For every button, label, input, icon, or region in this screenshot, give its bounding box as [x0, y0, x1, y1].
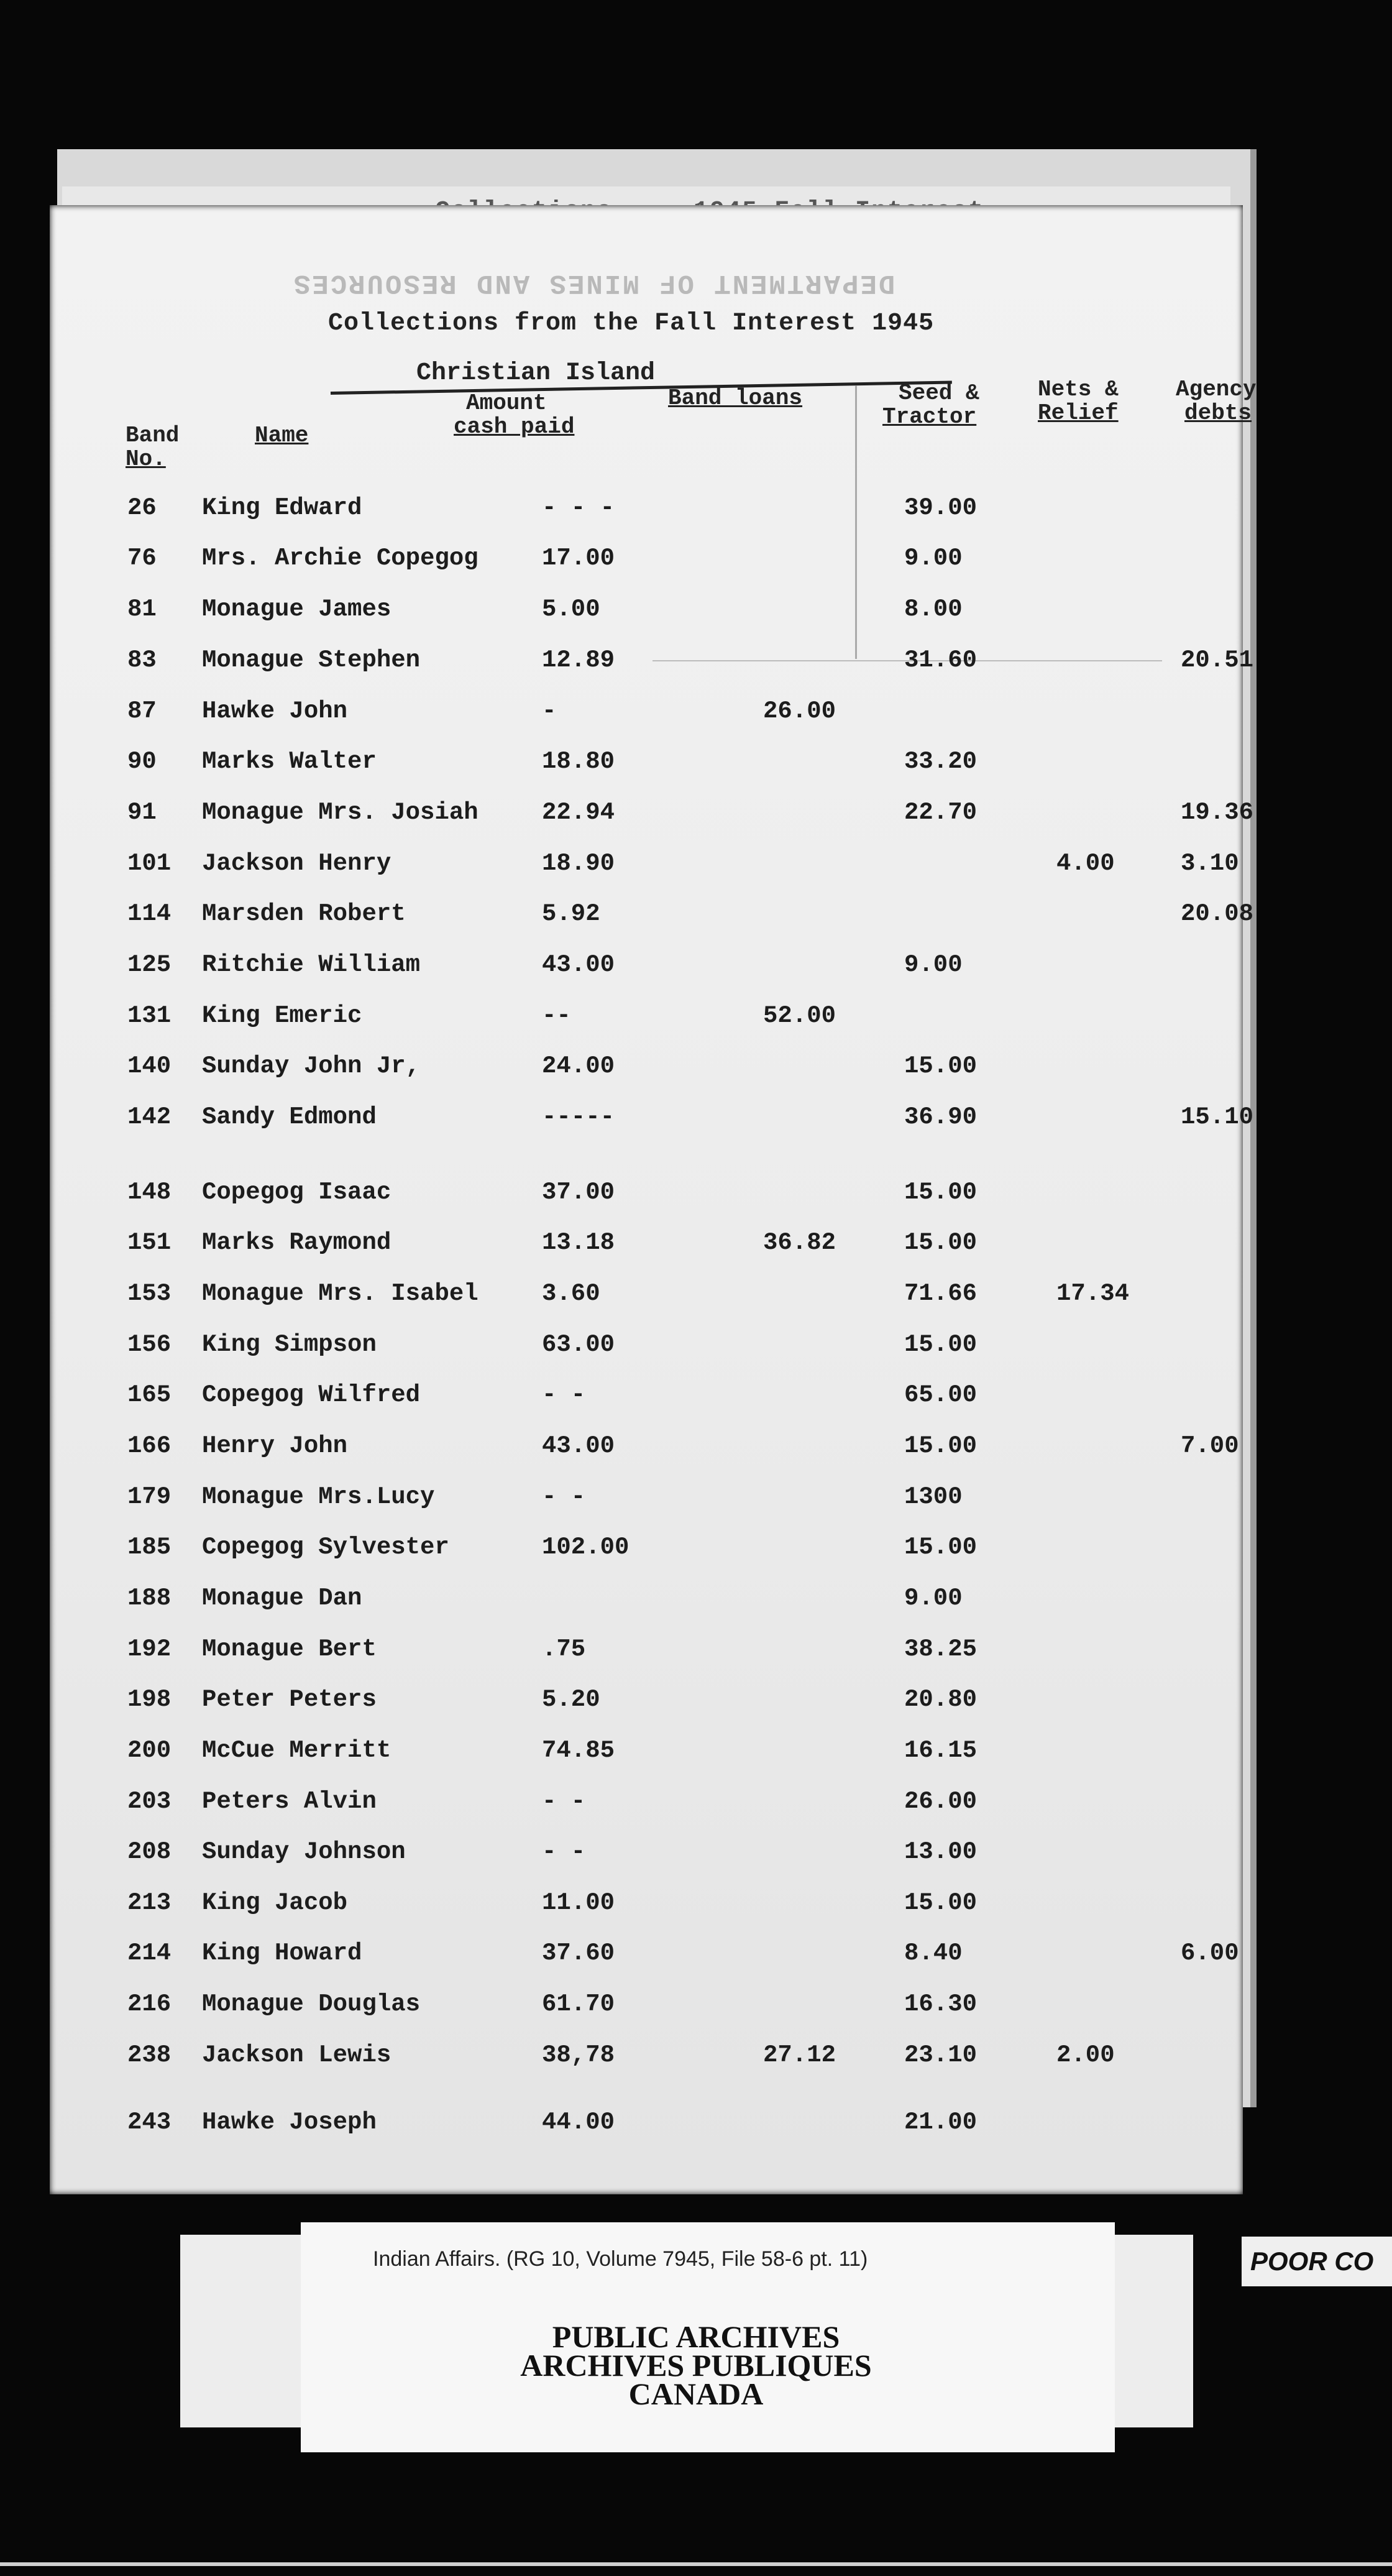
- cell-seed: 15.00: [904, 1331, 978, 1358]
- table-row: [0, 1229, 1392, 1266]
- cell-seed: 38.25: [904, 1635, 978, 1663]
- table-row: [0, 646, 1392, 684]
- header-seed-tractor: [882, 382, 979, 429]
- cell-no: 213: [127, 1889, 172, 1916]
- cell-name: King Emeric: [202, 1002, 362, 1029]
- cell-paid: 22.94: [542, 799, 615, 826]
- table-row: [0, 1432, 1392, 1470]
- header-name: Name: [255, 423, 309, 448]
- cell-name: Jackson Henry: [202, 850, 392, 877]
- cell-seed: 15.00: [904, 1229, 978, 1256]
- cell-name: Marsden Robert: [202, 900, 406, 927]
- cell-name: Sunday Johnson: [202, 1838, 406, 1865]
- cell-name: Henry John: [202, 1432, 348, 1460]
- cell-loans: 36.82: [763, 1229, 836, 1256]
- cell-no: 216: [127, 1990, 172, 2018]
- cell-no: 26: [127, 494, 157, 522]
- cell-no: 81: [127, 596, 157, 623]
- cell-seed: 15.00: [904, 1052, 978, 1080]
- cell-seed: 15.00: [904, 1534, 978, 1561]
- cell-agency: 6.00: [1181, 1939, 1239, 1967]
- table-row: [0, 748, 1392, 785]
- cell-agency: 19.36: [1181, 799, 1254, 826]
- header-amount-line1: Amount: [466, 390, 547, 416]
- cell-seed: 22.70: [904, 799, 978, 826]
- cell-name: King Edward: [202, 494, 362, 522]
- cell-paid: 5.92: [542, 900, 600, 927]
- table-row: [0, 596, 1392, 633]
- archive-country: CANADA: [628, 2376, 764, 2411]
- header-agency-debts: [1176, 378, 1257, 425]
- header-nets-line1: Nets &: [1038, 377, 1119, 402]
- header-band-no-line1: Band: [126, 423, 180, 448]
- table-row: [0, 1483, 1392, 1520]
- cell-paid: 3.60: [542, 1280, 600, 1307]
- table-row: [0, 1635, 1392, 1673]
- cell-paid: --: [542, 1002, 571, 1029]
- cell-paid: 18.90: [542, 850, 615, 877]
- table-row: [0, 900, 1392, 937]
- cell-paid: -: [542, 697, 557, 725]
- table-row: [0, 951, 1392, 988]
- cell-paid: - -: [542, 1381, 586, 1409]
- header-seed-line2: Tractor: [882, 404, 977, 430]
- cell-no: 83: [127, 646, 157, 674]
- table-row: [0, 1737, 1392, 1774]
- cell-name: Peter Peters: [202, 1686, 377, 1713]
- cell-seed: 20.80: [904, 1686, 978, 1713]
- table-row: [0, 1990, 1392, 2028]
- bottom-edge: [0, 2562, 1392, 2566]
- cell-seed: 9.00: [904, 951, 963, 978]
- cell-paid: 13.18: [542, 1229, 615, 1256]
- cell-paid: 74.85: [542, 1737, 615, 1764]
- cell-paid: 102.00: [542, 1534, 630, 1561]
- cell-name: Monague Mrs. Isabel: [202, 1280, 478, 1307]
- cell-paid: -----: [542, 1103, 615, 1131]
- cell-no: 101: [127, 850, 172, 877]
- table-row: [0, 1103, 1392, 1141]
- cell-name: Peters Alvin: [202, 1788, 377, 1815]
- cell-no: 166: [127, 1432, 172, 1460]
- cell-name: King Howard: [202, 1939, 362, 1967]
- cell-name: McCue Merritt: [202, 1737, 392, 1764]
- cell-name: Copegog Isaac: [202, 1179, 392, 1206]
- cell-paid: 63.00: [542, 1331, 615, 1358]
- department-bleedthrough: DEPARTMENT OF MINES AND RESOURCES: [292, 267, 895, 298]
- cell-name: Sunday John Jr,: [202, 1052, 421, 1080]
- cell-no: 208: [127, 1838, 172, 1865]
- cell-name: Hawke Joseph: [202, 2109, 377, 2136]
- cell-name: Marks Walter: [202, 748, 377, 775]
- condition-note: POOR CO: [1242, 2237, 1392, 2286]
- archive-citation: Indian Affairs. (RG 10, Volume 7945, File 58-6 pt. 11): [373, 2247, 868, 2271]
- cell-paid: 37.00: [542, 1179, 615, 1206]
- cell-name: Monague Bert: [202, 1635, 377, 1663]
- table-row: [0, 2041, 1392, 2079]
- table-row: [0, 1179, 1392, 1216]
- cell-seed: 33.20: [904, 748, 978, 775]
- cell-no: 165: [127, 1381, 172, 1409]
- cell-paid: 5.20: [542, 1686, 600, 1713]
- header-band-no: [126, 424, 179, 471]
- table-row: [0, 1585, 1392, 1622]
- table-row: [0, 1788, 1392, 1825]
- cell-seed: 21.00: [904, 2109, 978, 2136]
- cell-no: 192: [127, 1635, 172, 1663]
- cell-seed: 26.00: [904, 1788, 978, 1815]
- cell-seed: 65.00: [904, 1381, 978, 1409]
- cell-seed: 16.15: [904, 1737, 978, 1764]
- cell-loans: 26.00: [763, 697, 836, 725]
- cell-paid: - -: [542, 1838, 586, 1865]
- cell-name: Monague Stephen: [202, 646, 421, 674]
- table-row: [0, 1381, 1392, 1419]
- cell-no: 238: [127, 2041, 172, 2069]
- cell-seed: 1300: [904, 1483, 963, 1511]
- cell-seed: 8.00: [904, 596, 963, 623]
- cell-no: 90: [127, 748, 157, 775]
- cell-name: Monague James: [202, 596, 392, 623]
- table-row: [0, 799, 1392, 836]
- cell-agency: 7.00: [1181, 1432, 1239, 1460]
- cell-paid: 43.00: [542, 1432, 615, 1460]
- cell-nets: 17.34: [1056, 1280, 1130, 1307]
- cell-paid: 11.00: [542, 1889, 615, 1916]
- cell-paid: 5.00: [542, 596, 600, 623]
- cell-no: 156: [127, 1331, 172, 1358]
- cell-agency: 15.10: [1181, 1103, 1254, 1131]
- cell-no: 91: [127, 799, 157, 826]
- cell-seed: 13.00: [904, 1838, 978, 1865]
- header-seed-line1: Seed &: [899, 380, 979, 406]
- cell-name: Ritchie William: [202, 951, 421, 978]
- table-row: [0, 1331, 1392, 1368]
- cell-seed: 16.30: [904, 1990, 978, 2018]
- cell-paid: - - -: [542, 494, 615, 522]
- cell-no: 243: [127, 2109, 172, 2136]
- cell-paid: .75: [542, 1635, 586, 1663]
- cell-paid: 38,78: [542, 2041, 615, 2069]
- cell-no: 153: [127, 1280, 172, 1307]
- cell-name: Jackson Lewis: [202, 2041, 392, 2069]
- cell-seed: 39.00: [904, 494, 978, 522]
- table-row: [0, 1939, 1392, 1977]
- cell-name: Sandy Edmond: [202, 1103, 377, 1131]
- cell-paid: 24.00: [542, 1052, 615, 1080]
- reserve-name: Christian Island: [416, 359, 656, 387]
- cell-loans: 27.12: [763, 2041, 836, 2069]
- table-row: [0, 494, 1392, 531]
- cell-seed: 15.00: [904, 1889, 978, 1916]
- table-row: [0, 1686, 1392, 1723]
- archive-name-fr: ARCHIVES PUBLIQUES: [520, 2348, 872, 2383]
- table-row: [0, 545, 1392, 582]
- cell-seed: 15.00: [904, 1179, 978, 1206]
- table-row: [0, 1838, 1392, 1875]
- cell-name: Monague Dan: [202, 1585, 362, 1612]
- cell-agency: 3.10: [1181, 850, 1239, 877]
- cell-seed: 71.66: [904, 1280, 978, 1307]
- cell-seed: 23.10: [904, 2041, 978, 2069]
- cell-seed: 9.00: [904, 1585, 963, 1612]
- cell-paid: 17.00: [542, 545, 615, 572]
- cell-seed: 9.00: [904, 545, 963, 572]
- cell-no: 142: [127, 1103, 172, 1131]
- cell-name: Monague Mrs.Lucy: [202, 1483, 435, 1511]
- cell-agency: 20.51: [1181, 646, 1254, 674]
- cell-paid: 61.70: [542, 1990, 615, 2018]
- cell-loans: 52.00: [763, 1002, 836, 1029]
- cell-name: Hawke John: [202, 697, 348, 725]
- cell-no: 185: [127, 1534, 172, 1561]
- cell-seed: 31.60: [904, 646, 978, 674]
- cell-paid: - -: [542, 1788, 586, 1815]
- cell-paid: - -: [542, 1483, 586, 1511]
- cell-no: 203: [127, 1788, 172, 1815]
- cell-name: Copegog Sylvester: [202, 1534, 449, 1561]
- cell-name: Mrs. Archie Copegog: [202, 545, 478, 572]
- cell-no: 198: [127, 1686, 172, 1713]
- table-row: [0, 1534, 1392, 1571]
- cell-name: Monague Mrs. Josiah: [202, 799, 478, 826]
- header-nets-relief: [1038, 378, 1119, 425]
- header-nets-line2: Relief: [1038, 400, 1119, 426]
- table-row: [0, 1052, 1392, 1090]
- header-band-loans: Band loans: [668, 385, 803, 411]
- cell-seed: 36.90: [904, 1103, 978, 1131]
- cell-seed: 8.40: [904, 1939, 963, 1967]
- cell-name: Marks Raymond: [202, 1229, 392, 1256]
- header-amount-line2: cash paid: [454, 414, 575, 439]
- document-title: Collections from the Fall Interest 1945: [328, 310, 935, 338]
- cell-name: King Jacob: [202, 1889, 348, 1916]
- cell-no: 151: [127, 1229, 172, 1256]
- cell-no: 140: [127, 1052, 172, 1080]
- cell-nets: 4.00: [1056, 850, 1115, 877]
- cell-no: 114: [127, 900, 172, 927]
- cell-paid: 37.60: [542, 1939, 615, 1967]
- cell-paid: 18.80: [542, 748, 615, 775]
- header-amount: [454, 392, 574, 439]
- cell-no: 179: [127, 1483, 172, 1511]
- cell-paid: 43.00: [542, 951, 615, 978]
- cell-name: King Simpson: [202, 1331, 377, 1358]
- cell-name: Monague Douglas: [202, 1990, 421, 2018]
- header-agency-line2: debts: [1184, 400, 1252, 426]
- archive-name-en: PUBLIC ARCHIVES: [552, 2319, 840, 2354]
- cell-paid: 44.00: [542, 2109, 615, 2136]
- header-agency-line1: Agency: [1176, 377, 1257, 402]
- table-row: [0, 1002, 1392, 1039]
- table-row: [0, 1280, 1392, 1317]
- cell-no: 214: [127, 1939, 172, 1967]
- cell-no: 188: [127, 1585, 172, 1612]
- table-row: [0, 1889, 1392, 1926]
- table-row: [0, 697, 1392, 735]
- cell-no: 125: [127, 951, 172, 978]
- cell-name: Copegog Wilfred: [202, 1381, 421, 1409]
- cell-no: 131: [127, 1002, 172, 1029]
- cell-nets: 2.00: [1056, 2041, 1115, 2069]
- table-row: [0, 850, 1392, 887]
- cell-paid: 12.89: [542, 646, 615, 674]
- cell-seed: 15.00: [904, 1432, 978, 1460]
- cell-agency: 20.08: [1181, 900, 1254, 927]
- cell-no: 148: [127, 1179, 172, 1206]
- header-band-no-line2: No.: [126, 446, 166, 472]
- cell-no: 200: [127, 1737, 172, 1764]
- cell-no: 87: [127, 697, 157, 725]
- cell-no: 76: [127, 545, 157, 572]
- table-row: [0, 2109, 1392, 2146]
